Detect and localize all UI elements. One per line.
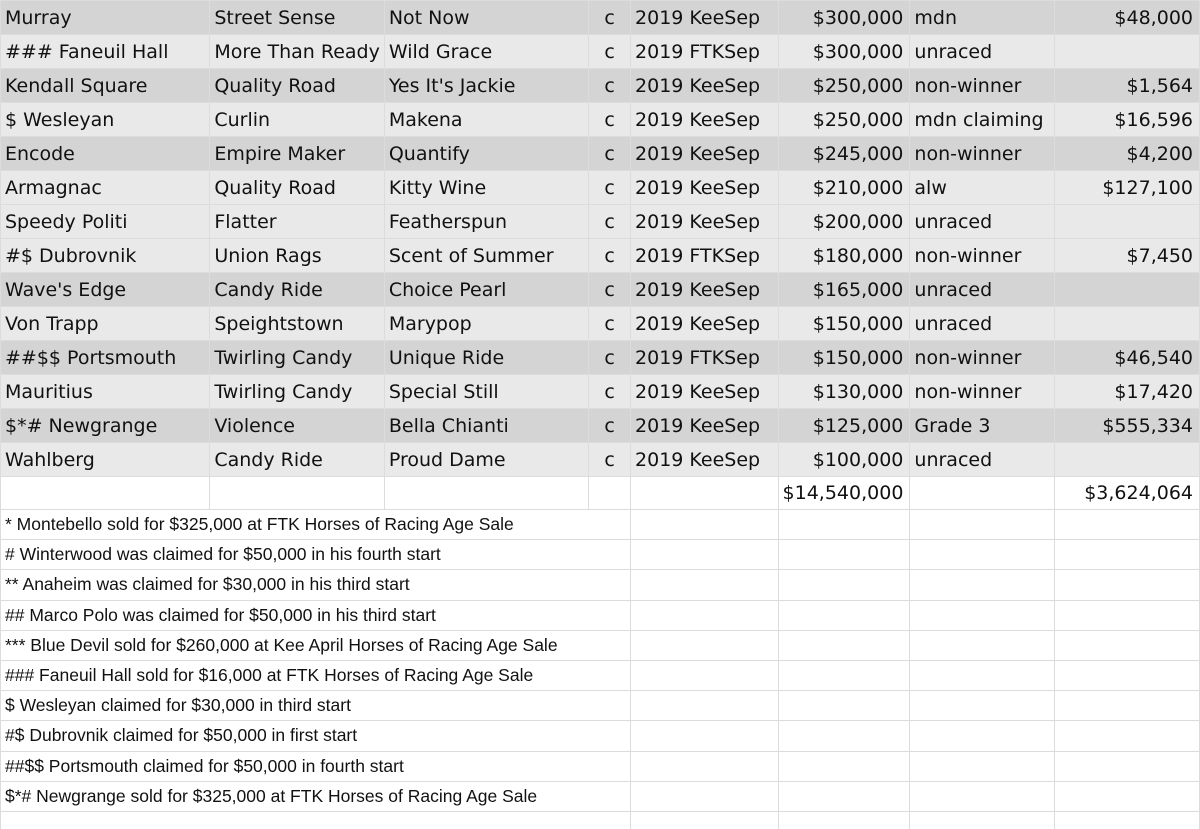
- footnote-row: [1, 691, 1200, 721]
- sex-cell[interactable]: c: [589, 171, 631, 205]
- empty-cell[interactable]: [1054, 540, 1199, 570]
- horse-cell[interactable]: #$ Dubrovnik: [1, 239, 210, 273]
- sale-cell[interactable]: 2019 KeeSep: [631, 307, 779, 341]
- empty-cell[interactable]: [1054, 781, 1199, 811]
- sale-cell[interactable]: 2019 KeeSep: [631, 273, 779, 307]
- earnings-cell[interactable]: $4,200: [1054, 137, 1199, 171]
- footnote-cell[interactable]: [1, 510, 631, 540]
- sale-cell[interactable]: 2019 FTKSep: [631, 341, 779, 375]
- empty-cell[interactable]: [631, 691, 779, 721]
- price-cell[interactable]: $125,000: [778, 409, 910, 443]
- price-cell[interactable]: $165,000: [778, 273, 910, 307]
- price-cell[interactable]: $150,000: [778, 341, 910, 375]
- empty-cell[interactable]: [631, 600, 779, 630]
- status-cell[interactable]: unraced: [910, 273, 1054, 307]
- empty-cell[interactable]: [778, 811, 910, 829]
- empty-cell[interactable]: [910, 721, 1054, 751]
- footnote-cell[interactable]: [1, 570, 631, 600]
- empty-cell[interactable]: [778, 540, 910, 570]
- empty-cell[interactable]: [778, 691, 910, 721]
- table-row: [1, 137, 1200, 171]
- sire-cell[interactable]: Union Rags: [210, 239, 385, 273]
- sire-cell[interactable]: Quality Road: [210, 171, 385, 205]
- horse-cell[interactable]: ### Faneuil Hall: [1, 35, 210, 69]
- total-price-cell[interactable]: $14,540,000: [778, 477, 910, 510]
- empty-cell[interactable]: [778, 660, 910, 690]
- sire-cell[interactable]: Flatter: [210, 205, 385, 239]
- earnings-cell[interactable]: $7,450: [1054, 239, 1199, 273]
- empty-cell[interactable]: [910, 691, 1054, 721]
- footnote-text: # Winterwood was claimed for $50,000 in his fourth start: [5, 544, 441, 565]
- status-cell[interactable]: non-winner: [910, 375, 1054, 409]
- footnote-cell[interactable]: [1, 600, 631, 630]
- status-cell[interactable]: non-winner: [910, 341, 1054, 375]
- sale-cell[interactable]: 2019 KeeSep: [631, 1, 779, 35]
- status-cell[interactable]: Grade 3: [910, 409, 1054, 443]
- sire-cell[interactable]: Twirling Candy: [210, 375, 385, 409]
- horse-cell[interactable]: Wave's Edge: [1, 273, 210, 307]
- empty-cell[interactable]: [910, 751, 1054, 781]
- price-cell[interactable]: $180,000: [778, 239, 910, 273]
- empty-cell[interactable]: [589, 477, 631, 510]
- empty-cell[interactable]: [1054, 510, 1199, 540]
- sex-cell[interactable]: c: [589, 375, 631, 409]
- footnote-text: ### Faneuil Hall sold for $16,000 at FTK Horses of Racing Age Sale: [5, 665, 534, 686]
- sire-cell[interactable]: More Than Ready: [210, 35, 385, 69]
- empty-cell[interactable]: [1054, 721, 1199, 751]
- footnote-text: ## Marco Polo was claimed for $50,000 in his third start: [5, 604, 436, 625]
- dam-cell[interactable]: Wild Grace: [384, 35, 588, 69]
- footnote-row: [1, 540, 1200, 570]
- status-cell[interactable]: unraced: [910, 205, 1054, 239]
- sire-cell[interactable]: Violence: [210, 409, 385, 443]
- status-cell[interactable]: non-winner: [910, 239, 1054, 273]
- sale-cell[interactable]: 2019 KeeSep: [631, 375, 779, 409]
- sire-cell[interactable]: Street Sense: [210, 1, 385, 35]
- footnote-cell[interactable]: [1, 540, 631, 570]
- earnings-cell[interactable]: $17,420: [1054, 375, 1199, 409]
- dam-cell[interactable]: Proud Dame: [384, 443, 588, 477]
- blank-row: [1, 811, 1200, 829]
- horse-cell[interactable]: Kendall Square: [1, 69, 210, 103]
- empty-cell[interactable]: [778, 630, 910, 660]
- sex-cell[interactable]: c: [589, 239, 631, 273]
- dam-cell[interactable]: Makena: [384, 103, 588, 137]
- dam-cell[interactable]: Unique Ride: [384, 341, 588, 375]
- empty-cell[interactable]: [210, 477, 385, 510]
- earnings-cell[interactable]: [1054, 273, 1199, 307]
- dam-cell[interactable]: Scent of Summer: [384, 239, 588, 273]
- empty-cell[interactable]: [778, 570, 910, 600]
- empty-cell[interactable]: [631, 540, 779, 570]
- horse-cell[interactable]: $ Wesleyan: [1, 103, 210, 137]
- sale-cell[interactable]: 2019 FTKSep: [631, 35, 779, 69]
- table-row: [1, 307, 1200, 341]
- footnote-row: [1, 660, 1200, 690]
- horse-cell[interactable]: Murray: [1, 1, 210, 35]
- empty-cell[interactable]: [910, 781, 1054, 811]
- empty-cell[interactable]: [910, 540, 1054, 570]
- footnote-row: [1, 510, 1200, 540]
- totals-row: [1, 477, 1200, 510]
- sex-cell[interactable]: c: [589, 443, 631, 477]
- footnote-text: ** Anaheim was claimed for $30,000 in his third start: [5, 574, 410, 595]
- table-row: [1, 341, 1200, 375]
- table-row: [1, 205, 1200, 239]
- footnote-cell[interactable]: [1, 630, 631, 660]
- empty-cell[interactable]: [1054, 811, 1199, 829]
- footnote-row: [1, 570, 1200, 600]
- price-cell[interactable]: $300,000: [778, 1, 910, 35]
- empty-cell[interactable]: [778, 721, 910, 751]
- empty-cell[interactable]: [910, 811, 1054, 829]
- price-cell[interactable]: $200,000: [778, 205, 910, 239]
- sex-cell[interactable]: c: [589, 409, 631, 443]
- footnote-cell[interactable]: [1, 751, 631, 781]
- empty-cell[interactable]: [910, 630, 1054, 660]
- sex-cell[interactable]: c: [589, 341, 631, 375]
- table-row: [1, 171, 1200, 205]
- horse-cell[interactable]: Wahlberg: [1, 443, 210, 477]
- sale-cell[interactable]: 2019 KeeSep: [631, 69, 779, 103]
- dam-cell[interactable]: Quantify: [384, 137, 588, 171]
- empty-cell[interactable]: [1054, 660, 1199, 690]
- earnings-cell[interactable]: [1054, 307, 1199, 341]
- footnote-cell[interactable]: [1, 721, 631, 751]
- footnote-text: ##$$ Portsmouth claimed for $50,000 in fourth start: [5, 755, 404, 776]
- horse-cell[interactable]: $*# Newgrange: [1, 409, 210, 443]
- footnote-text: $*# Newgrange sold for $325,000 at FTK Horses of Racing Age Sale: [5, 785, 538, 806]
- table-row: [1, 239, 1200, 273]
- sale-cell[interactable]: 2019 KeeSep: [631, 409, 779, 443]
- sale-cell[interactable]: 2019 KeeSep: [631, 137, 779, 171]
- status-cell[interactable]: mdn claiming: [910, 103, 1054, 137]
- sex-cell[interactable]: c: [589, 137, 631, 171]
- earnings-cell[interactable]: [1054, 443, 1199, 477]
- empty-cell[interactable]: [778, 781, 910, 811]
- empty-cell[interactable]: [778, 510, 910, 540]
- horse-cell[interactable]: Von Trapp: [1, 307, 210, 341]
- footnote-row: [1, 781, 1200, 811]
- sire-cell[interactable]: Speightstown: [210, 307, 385, 341]
- sex-cell[interactable]: c: [589, 307, 631, 341]
- empty-cell[interactable]: [1054, 600, 1199, 630]
- footnote-row: [1, 630, 1200, 660]
- horse-cell[interactable]: ##$$ Portsmouth: [1, 341, 210, 375]
- price-cell[interactable]: $300,000: [778, 35, 910, 69]
- empty-cell[interactable]: [631, 510, 779, 540]
- empty-cell[interactable]: [631, 721, 779, 751]
- table-row: [1, 409, 1200, 443]
- dam-cell[interactable]: Bella Chianti: [384, 409, 588, 443]
- sale-cell[interactable]: 2019 KeeSep: [631, 205, 779, 239]
- empty-cell[interactable]: [1054, 691, 1199, 721]
- empty-cell[interactable]: [1054, 570, 1199, 600]
- sire-cell[interactable]: Empire Maker: [210, 137, 385, 171]
- sex-cell[interactable]: c: [589, 1, 631, 35]
- sire-cell[interactable]: Candy Ride: [210, 443, 385, 477]
- horse-cell[interactable]: Encode: [1, 137, 210, 171]
- empty-cell[interactable]: [631, 630, 779, 660]
- table-row: [1, 35, 1200, 69]
- sire-cell[interactable]: Curlin: [210, 103, 385, 137]
- empty-cell[interactable]: [631, 781, 779, 811]
- empty-cell[interactable]: [384, 477, 588, 510]
- footnote-cell[interactable]: [1, 660, 631, 690]
- footnote-cell[interactable]: [1, 691, 631, 721]
- dam-cell[interactable]: Marypop: [384, 307, 588, 341]
- empty-cell[interactable]: [1054, 630, 1199, 660]
- table-row: [1, 1, 1200, 35]
- empty-cell[interactable]: [1, 477, 210, 510]
- table-row: [1, 375, 1200, 409]
- empty-cell[interactable]: [778, 600, 910, 630]
- earnings-cell[interactable]: $48,000: [1054, 1, 1199, 35]
- empty-cell[interactable]: [910, 510, 1054, 540]
- dam-cell[interactable]: Choice Pearl: [384, 273, 588, 307]
- status-cell[interactable]: unraced: [910, 35, 1054, 69]
- earnings-cell[interactable]: [1054, 35, 1199, 69]
- sale-cell[interactable]: 2019 KeeSep: [631, 443, 779, 477]
- status-cell[interactable]: non-winner: [910, 69, 1054, 103]
- empty-cell[interactable]: [910, 477, 1054, 510]
- empty-cell[interactable]: [631, 660, 779, 690]
- empty-cell[interactable]: [631, 751, 779, 781]
- sex-cell[interactable]: c: [589, 35, 631, 69]
- earnings-cell[interactable]: $555,334: [1054, 409, 1199, 443]
- status-cell[interactable]: alw: [910, 171, 1054, 205]
- horse-cell[interactable]: Mauritius: [1, 375, 210, 409]
- table-row: [1, 273, 1200, 307]
- sale-cell[interactable]: 2019 KeeSep: [631, 171, 779, 205]
- footnote-text: * Montebello sold for $325,000 at FTK Horses of Racing Age Sale: [5, 514, 514, 535]
- sex-cell[interactable]: c: [589, 205, 631, 239]
- table-row: [1, 443, 1200, 477]
- price-cell[interactable]: $250,000: [778, 103, 910, 137]
- sale-cell[interactable]: 2019 FTKSep: [631, 239, 779, 273]
- footnote-row: [1, 751, 1200, 781]
- earnings-cell[interactable]: $127,100: [1054, 171, 1199, 205]
- earnings-cell[interactable]: $1,564: [1054, 69, 1199, 103]
- dam-cell[interactable]: Kitty Wine: [384, 171, 588, 205]
- horse-cell[interactable]: Speedy Politi: [1, 205, 210, 239]
- status-cell[interactable]: unraced: [910, 307, 1054, 341]
- sex-cell[interactable]: c: [589, 273, 631, 307]
- status-cell[interactable]: non-winner: [910, 137, 1054, 171]
- table-row: [1, 69, 1200, 103]
- sire-cell[interactable]: Quality Road: [210, 69, 385, 103]
- sale-cell[interactable]: 2019 KeeSep: [631, 103, 779, 137]
- empty-cell[interactable]: [631, 811, 779, 829]
- table-row: [1, 103, 1200, 137]
- price-cell[interactable]: $250,000: [778, 69, 910, 103]
- footnote-text: $ Wesleyan claimed for $30,000 in third start: [5, 695, 351, 716]
- empty-cell[interactable]: [778, 751, 910, 781]
- price-cell[interactable]: $245,000: [778, 137, 910, 171]
- footnote-text: *** Blue Devil sold for $260,000 at Kee April Horses of Racing Age Sale: [5, 634, 558, 655]
- dam-cell[interactable]: Featherspun: [384, 205, 588, 239]
- empty-cell[interactable]: [1054, 751, 1199, 781]
- price-cell[interactable]: $130,000: [778, 375, 910, 409]
- empty-cell[interactable]: [631, 477, 779, 510]
- sex-cell[interactable]: c: [589, 103, 631, 137]
- horse-cell[interactable]: Armagnac: [1, 171, 210, 205]
- total-earnings-cell[interactable]: $3,624,064: [1054, 477, 1199, 510]
- earnings-cell[interactable]: $46,540: [1054, 341, 1199, 375]
- earnings-cell[interactable]: [1054, 205, 1199, 239]
- footnote-cell[interactable]: [1, 781, 631, 811]
- status-cell[interactable]: unraced: [910, 443, 1054, 477]
- price-cell[interactable]: $210,000: [778, 171, 910, 205]
- sire-cell[interactable]: Twirling Candy: [210, 341, 385, 375]
- price-cell[interactable]: $100,000: [778, 443, 910, 477]
- empty-cell[interactable]: [910, 660, 1054, 690]
- footnote-row: [1, 600, 1200, 630]
- footnote-text: #$ Dubrovnik claimed for $50,000 in first start: [5, 725, 358, 746]
- sire-cell[interactable]: Candy Ride: [210, 273, 385, 307]
- status-cell[interactable]: mdn: [910, 1, 1054, 35]
- dam-cell[interactable]: Yes It's Jackie: [384, 69, 588, 103]
- dam-cell[interactable]: Not Now: [384, 1, 588, 35]
- empty-cell[interactable]: [910, 600, 1054, 630]
- price-cell[interactable]: $150,000: [778, 307, 910, 341]
- empty-cell[interactable]: [910, 570, 1054, 600]
- earnings-cell[interactable]: $16,596: [1054, 103, 1199, 137]
- dam-cell[interactable]: Special Still: [384, 375, 588, 409]
- empty-cell[interactable]: [631, 570, 779, 600]
- footnote-row: [1, 721, 1200, 751]
- empty-cell[interactable]: [1, 811, 631, 829]
- sex-cell[interactable]: c: [589, 69, 631, 103]
